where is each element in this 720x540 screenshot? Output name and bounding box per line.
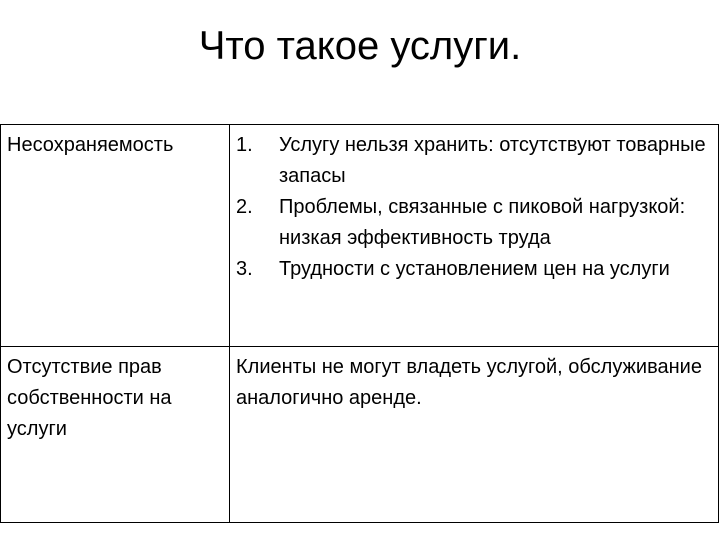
list-item-text: Услугу нельзя хранить: отсутствуют товарные запасы	[279, 134, 706, 187]
services-table	[0, 124, 719, 523]
list-item-text: Трудности с установлением цен на услуги	[279, 258, 670, 280]
row-label: Отсутствие прав собственности на услуги	[7, 356, 172, 440]
slide-title: Что такое услуги.	[198, 24, 522, 68]
list-item-number: 3.	[236, 258, 253, 280]
list-item-text: Проблемы, связанные с пиковой нагрузкой: низкая эффективность труда	[279, 196, 686, 249]
list-item	[236, 130, 712, 192]
list-item-number: 2.	[236, 196, 253, 218]
row-text: Клиенты не могут владеть услугой, обслуживание аналогично аренде.	[236, 356, 702, 409]
list-item	[236, 192, 712, 254]
table-row	[1, 125, 719, 347]
row-content-cell	[230, 347, 719, 523]
numbered-list	[236, 130, 712, 285]
list-item-number: 1.	[236, 134, 253, 156]
table-row	[1, 347, 719, 523]
row-label: Несохраняемость	[7, 134, 174, 156]
row-label-cell	[1, 125, 230, 347]
row-content-cell	[230, 125, 719, 347]
list-item	[236, 254, 712, 285]
row-label-cell	[1, 347, 230, 523]
